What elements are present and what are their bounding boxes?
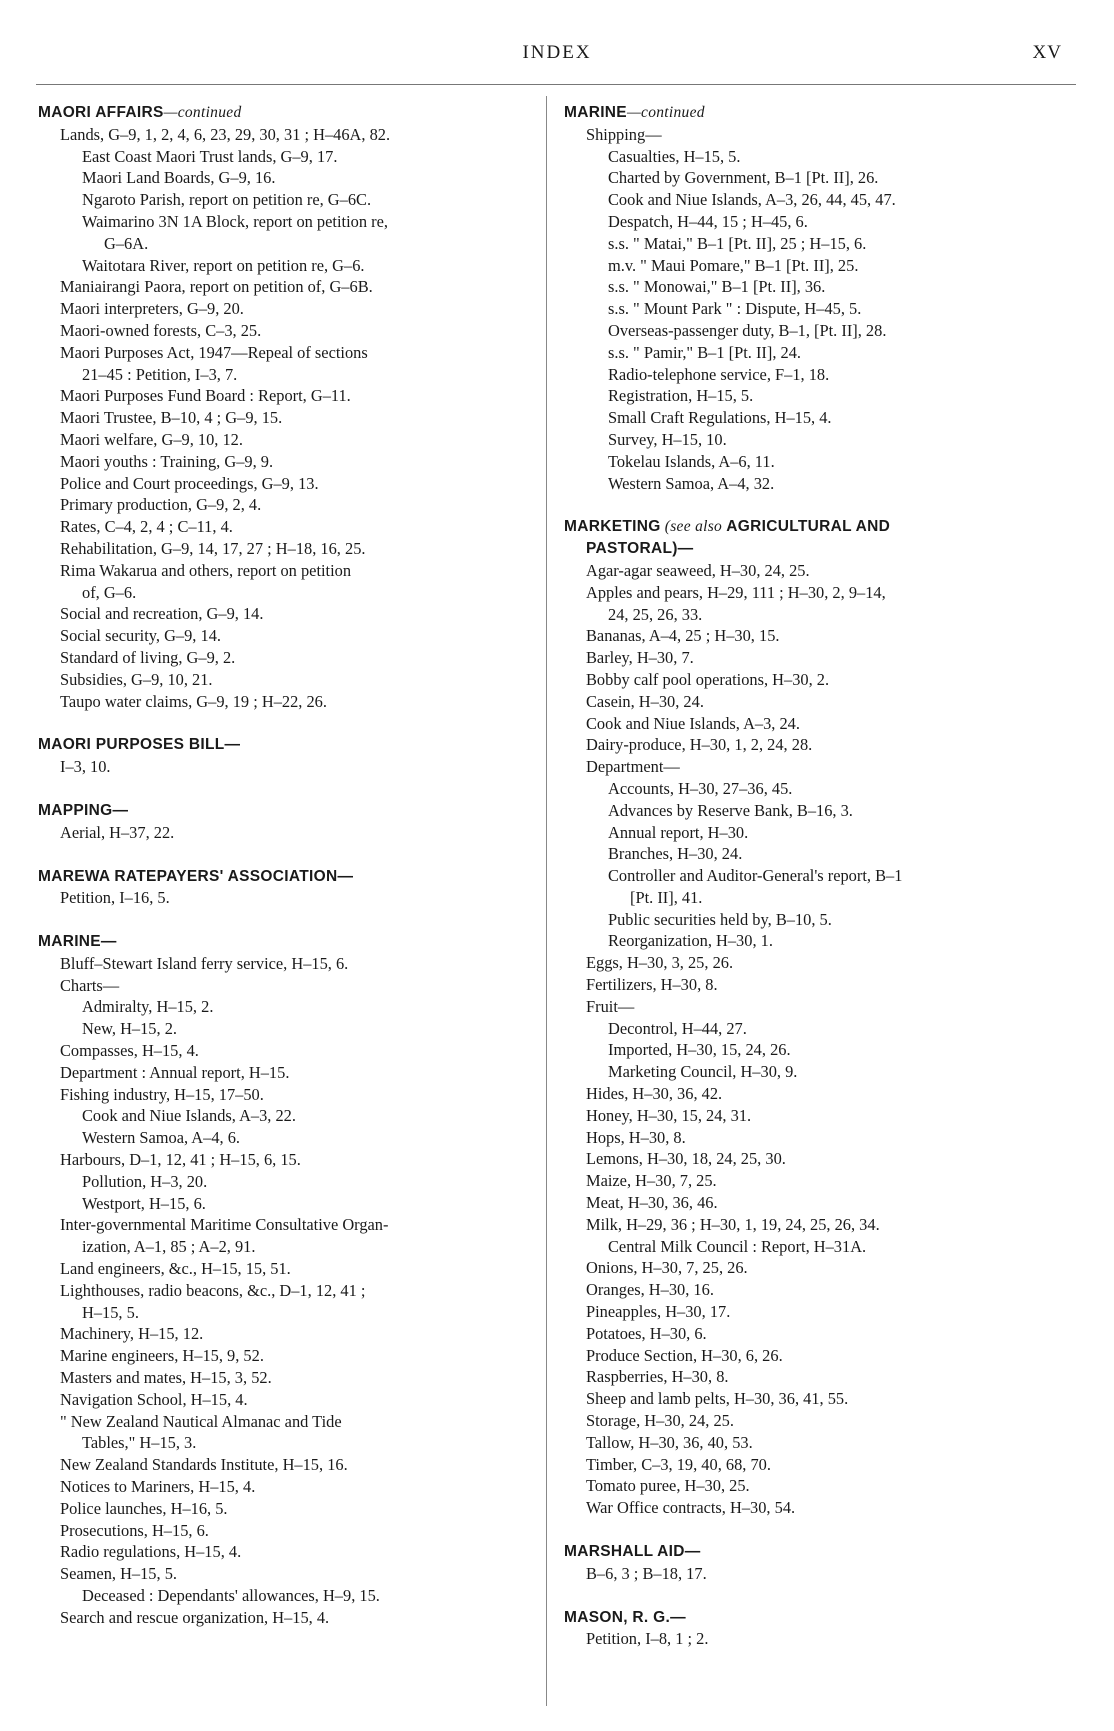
- heading-text: MASON, R. G.—: [564, 1608, 686, 1626]
- index-subentry: Cook and Niue Islands, A–3, 22.: [82, 1106, 296, 1126]
- heading-text: MARINE: [564, 104, 627, 121]
- index-subentry: Cook and Niue Islands, A–3, 26, 44, 45, 47.: [608, 190, 896, 210]
- index-entry: Rates, C–4, 2, 4 ; C–11, 4.: [60, 517, 233, 537]
- index-subentry: Despatch, H–44, 15 ; H–45, 6.: [608, 211, 808, 231]
- index-entry: Barley, H–30, 7.: [586, 648, 694, 668]
- index-entry: Maniairangi Paora, report on petition of, G–6B.: [60, 277, 373, 297]
- heading-text-continued: AGRICULTURAL AND: [726, 518, 891, 536]
- page-number: XV: [1032, 42, 1062, 63]
- heading-text: MAPPING—: [38, 801, 129, 819]
- index-entry: Eggs, H–30, 3, 25, 26.: [586, 953, 734, 973]
- index-entry: Bananas, A–4, 25 ; H–30, 15.: [586, 626, 780, 646]
- index-subentry: of, G–6.: [82, 582, 137, 602]
- index-subentry: m.v. " Maui Pomare," B–1 [Pt. II], 25.: [608, 255, 859, 275]
- index-entry: Social security, G–9, 14.: [60, 626, 221, 646]
- heading-note: —continued: [626, 104, 705, 121]
- index-entry: Petition, I–16, 5.: [60, 888, 170, 908]
- index-heading: [564, 102, 1064, 124]
- index-entry: Masters and mates, H–15, 3, 52.: [60, 1368, 272, 1388]
- index-subentry: Ngaroto Parish, report on petition re, G–6C.: [82, 190, 372, 210]
- index-subentry: Tokelau Islands, A–6, 11.: [608, 451, 775, 471]
- index-subentry: Annual report, H–30.: [608, 822, 749, 842]
- index-entry: Charts—: [60, 975, 120, 995]
- index-entry: Storage, H–30, 24, 25.: [586, 1411, 734, 1431]
- index-entry: Marine engineers, H–15, 9, 52.: [60, 1346, 264, 1366]
- index-entry: Fruit—: [586, 996, 635, 1016]
- index-subentry: Accounts, H–30, 27–36, 45.: [608, 778, 793, 798]
- index-subentry: Deceased : Dependants' allowances, H–9, 15.: [82, 1586, 380, 1605]
- index-subentry: s.s. " Monowai," B–1 [Pt. II], 36.: [608, 277, 826, 297]
- index-entry: Potatoes, H–30, 6.: [586, 1323, 707, 1343]
- index-subentry: Marketing Council, H–30, 9.: [608, 1062, 798, 1082]
- index-heading-continued: PASTORAL)—: [586, 540, 694, 558]
- index-subentry: Controller and Auditor-General's report, B–1: [608, 866, 903, 886]
- index-entry: Maize, H–30, 7, 25.: [586, 1171, 717, 1191]
- heading-text: MAORI AFFAIRS: [38, 104, 164, 121]
- index-entry: Compasses, H–15, 4.: [60, 1041, 199, 1061]
- index-subentry: 21–45 : Petition, I–3, 7.: [82, 364, 238, 384]
- index-entry: Oranges, H–30, 16.: [586, 1280, 714, 1300]
- index-entry: Primary production, G–9, 2, 4.: [60, 495, 262, 515]
- index-subentry: Charted by Government, B–1 [Pt. II], 26.: [608, 168, 879, 188]
- index-entry: New Zealand Standards Institute, H–15, 16.: [60, 1455, 348, 1475]
- index-subentry: Casualties, H–15, 5.: [608, 146, 741, 166]
- index-entry: Maori welfare, G–9, 10, 12.: [60, 429, 243, 449]
- index-entry: Seamen, H–15, 5.: [60, 1564, 177, 1584]
- index-subentry: Imported, H–30, 15, 24, 26.: [608, 1040, 791, 1060]
- index-entry: Hops, H–30, 8.: [586, 1127, 686, 1147]
- index-subentry: Western Samoa, A–4, 32.: [608, 473, 775, 493]
- index-entry: Tallow, H–30, 36, 40, 53.: [586, 1432, 753, 1452]
- index-entry: Shipping—: [586, 124, 662, 144]
- index-subentry: New, H–15, 2.: [82, 1019, 177, 1039]
- index-heading: [564, 516, 1064, 538]
- header-rule: [36, 84, 1076, 85]
- index-entry: Apples and pears, H–29, 111 ; H–30, 2, 9–14,: [586, 582, 886, 602]
- index-entry: Maori Purposes Fund Board : Report, G–11.: [60, 386, 351, 406]
- index-heading: [38, 866, 538, 888]
- index-subentry: s.s. " Mount Park " : Dispute, H–45, 5.: [608, 299, 862, 319]
- index-column-right: [564, 102, 1064, 1650]
- index-subentry: 24, 25, 26, 33.: [608, 604, 703, 624]
- index-entry: Bobby calf pool operations, H–30, 2.: [586, 669, 830, 689]
- index-entry: Pineapples, H–30, 17.: [586, 1302, 731, 1322]
- index-heading: [38, 800, 538, 822]
- column-divider: [546, 96, 547, 1706]
- index-subentry: Small Craft Regulations, H–15, 4.: [608, 408, 832, 428]
- index-subentry: Radio-telephone service, F–1, 18.: [608, 364, 830, 384]
- index-entry: Fishing industry, H–15, 17–50.: [60, 1084, 264, 1104]
- index-subentry: East Coast Maori Trust lands, G–9, 17.: [82, 146, 338, 166]
- index-entry: Department—: [586, 757, 680, 777]
- index-entry: Maori youths : Training, G–9, 9.: [60, 451, 274, 471]
- index-subentry: Waimarino 3N 1A Block, report on petition re,: [82, 211, 388, 231]
- index-entry: I–3, 10.: [60, 757, 111, 777]
- index-subentry: Admiralty, H–15, 2.: [82, 997, 214, 1017]
- index-entry: Prosecutions, H–15, 6.: [60, 1520, 209, 1540]
- index-entry: Standard of living, G–9, 2.: [60, 647, 236, 667]
- index-subentry: s.s. " Matai," B–1 [Pt. II], 25 ; H–15, 6.: [608, 233, 867, 253]
- index-entry: Inter-governmental Maritime Consultative Organ-: [60, 1215, 389, 1235]
- index-subentry: s.s. " Pamir," B–1 [Pt. II], 24.: [608, 342, 802, 362]
- index-entry: Tomato puree, H–30, 25.: [586, 1476, 750, 1496]
- index-entry: Meat, H–30, 36, 46.: [586, 1193, 718, 1213]
- index-entry: Land engineers, &c., H–15, 15, 51.: [60, 1259, 291, 1279]
- index-subentry: Western Samoa, A–4, 6.: [82, 1128, 241, 1148]
- index-entry: Machinery, H–15, 12.: [60, 1324, 204, 1344]
- index-subentry: Pollution, H–3, 20.: [82, 1171, 208, 1191]
- index-subentry: Maori Land Boards, G–9, 16.: [82, 168, 276, 188]
- index-entry: Lighthouses, radio beacons, &c., D–1, 12, 41 ;: [60, 1280, 366, 1300]
- index-subentry: Public securities held by, B–10, 5.: [608, 909, 832, 929]
- index-subentry: Westport, H–15, 6.: [82, 1193, 206, 1213]
- index-subentry: Branches, H–30, 24.: [608, 844, 743, 864]
- index-subentry: Overseas-passenger duty, B–1, [Pt. II], 28.: [608, 320, 887, 340]
- index-entry: B–6, 3 ; B–18, 17.: [586, 1563, 707, 1583]
- index-entry: War Office contracts, H–30, 54.: [586, 1498, 796, 1518]
- index-entry: Dairy-produce, H–30, 1, 2, 24, 28.: [586, 735, 813, 755]
- index-entry: Fertilizers, H–30, 8.: [586, 975, 718, 995]
- heading-note: (see also: [660, 518, 727, 536]
- heading-note: —continued: [163, 104, 242, 121]
- heading-text: MARSHALL AID—: [564, 1543, 701, 1560]
- index-entry: Agar-agar seaweed, H–30, 24, 25.: [586, 560, 810, 580]
- index-entry: Navigation School, H–15, 4.: [60, 1389, 248, 1409]
- index-subentry: Tables," H–15, 3.: [82, 1433, 197, 1453]
- index-entry: Sheep and lamb pelts, H–30, 36, 41, 55.: [586, 1389, 849, 1409]
- index-entry: Department : Annual report, H–15.: [60, 1062, 290, 1082]
- index-subentry: Reorganization, H–30, 1.: [608, 931, 773, 951]
- index-entry: Maori Purposes Act, 1947—Repeal of sections: [60, 342, 368, 362]
- index-entry: Hides, H–30, 36, 42.: [586, 1084, 723, 1104]
- index-subentry: Central Milk Council : Report, H–31A.: [608, 1236, 867, 1256]
- index-entry: Maori interpreters, G–9, 20.: [60, 299, 244, 319]
- index-subentry: [Pt. II], 41.: [630, 887, 703, 907]
- index-heading: [38, 102, 538, 124]
- index-subentry: Waitotara River, report on petition re, G–6.: [82, 255, 365, 275]
- index-entry: Maori Trustee, B–10, 4 ; G–9, 15.: [60, 408, 283, 428]
- index-entry: Police launches, H–16, 5.: [60, 1498, 228, 1518]
- index-entry: Aerial, H–37, 22.: [60, 822, 175, 842]
- index-subentry: Decontrol, H–44, 27.: [608, 1018, 747, 1038]
- index-entry: Lemons, H–30, 18, 24, 25, 30.: [586, 1149, 786, 1169]
- index-entry: Maori-owned forests, C–3, 25.: [60, 320, 262, 340]
- index-entry: Milk, H–29, 36 ; H–30, 1, 19, 24, 25, 26, 34.: [586, 1214, 880, 1234]
- heading-text: MARKETING: [564, 518, 661, 536]
- index-entry: Search and rescue organization, H–15, 4.: [60, 1607, 330, 1627]
- index-subentry: G–6A.: [104, 233, 149, 253]
- index-heading: [38, 734, 538, 756]
- index-entry: Cook and Niue Islands, A–3, 24.: [586, 713, 800, 733]
- index-subentry: H–15, 5.: [82, 1302, 139, 1322]
- index-entry: Petition, I–8, 1 ; 2.: [586, 1629, 709, 1649]
- index-entry: Produce Section, H–30, 6, 26.: [586, 1345, 783, 1365]
- page-header: [0, 42, 1114, 72]
- index-entry: " New Zealand Nautical Almanac and Tide: [60, 1411, 342, 1431]
- index-heading: [564, 1541, 1064, 1563]
- index-subentry: ization, A–1, 85 ; A–2, 91.: [82, 1237, 256, 1257]
- index-entry: Bluff–Stewart Island ferry service, H–15, 6.: [60, 953, 349, 973]
- heading-text: MAORI PURPOSES BILL—: [38, 736, 241, 754]
- index-subentry: Registration, H–15, 5.: [608, 386, 754, 406]
- index-entry: Social and recreation, G–9, 14.: [60, 604, 264, 624]
- index-entry: Raspberries, H–30, 8.: [586, 1367, 729, 1387]
- index-entry: Rima Wakarua and others, report on petition: [60, 560, 352, 580]
- index-entry: Police and Court proceedings, G–9, 13.: [60, 473, 319, 493]
- index-subentry: Survey, H–15, 10.: [608, 429, 727, 449]
- index-heading: [564, 1607, 1064, 1629]
- index-entry: Harbours, D–1, 12, 41 ; H–15, 6, 15.: [60, 1150, 301, 1170]
- index-entry: Timber, C–3, 19, 40, 68, 70.: [586, 1454, 771, 1474]
- index-entry: Radio regulations, H–15, 4.: [60, 1542, 242, 1562]
- index-entry: Taupo water claims, G–9, 19 ; H–22, 26.: [60, 691, 327, 711]
- index-entry: Honey, H–30, 15, 24, 31.: [586, 1105, 752, 1125]
- index-entry: Notices to Mariners, H–15, 4.: [60, 1477, 256, 1497]
- index-entry: Casein, H–30, 24.: [586, 691, 704, 711]
- heading-text: MAREWA RATEPAYERS' ASSOCIATION—: [38, 867, 354, 885]
- index-subentry: Advances by Reserve Bank, B–16, 3.: [608, 800, 853, 820]
- index-entry: Lands, G–9, 1, 2, 4, 6, 23, 29, 30, 31 ; H–46A, 82.: [60, 124, 391, 144]
- page-title: INDEX: [522, 42, 592, 63]
- index-column-left: [38, 102, 538, 1629]
- index-entry: Rehabilitation, G–9, 14, 17, 27 ; H–18, 16, 25.: [60, 538, 366, 558]
- index-entry: Subsidies, G–9, 10, 21.: [60, 669, 213, 689]
- index-entry: Onions, H–30, 7, 25, 26.: [586, 1258, 748, 1278]
- heading-text: MARINE—: [38, 933, 117, 951]
- index-heading: [38, 931, 538, 953]
